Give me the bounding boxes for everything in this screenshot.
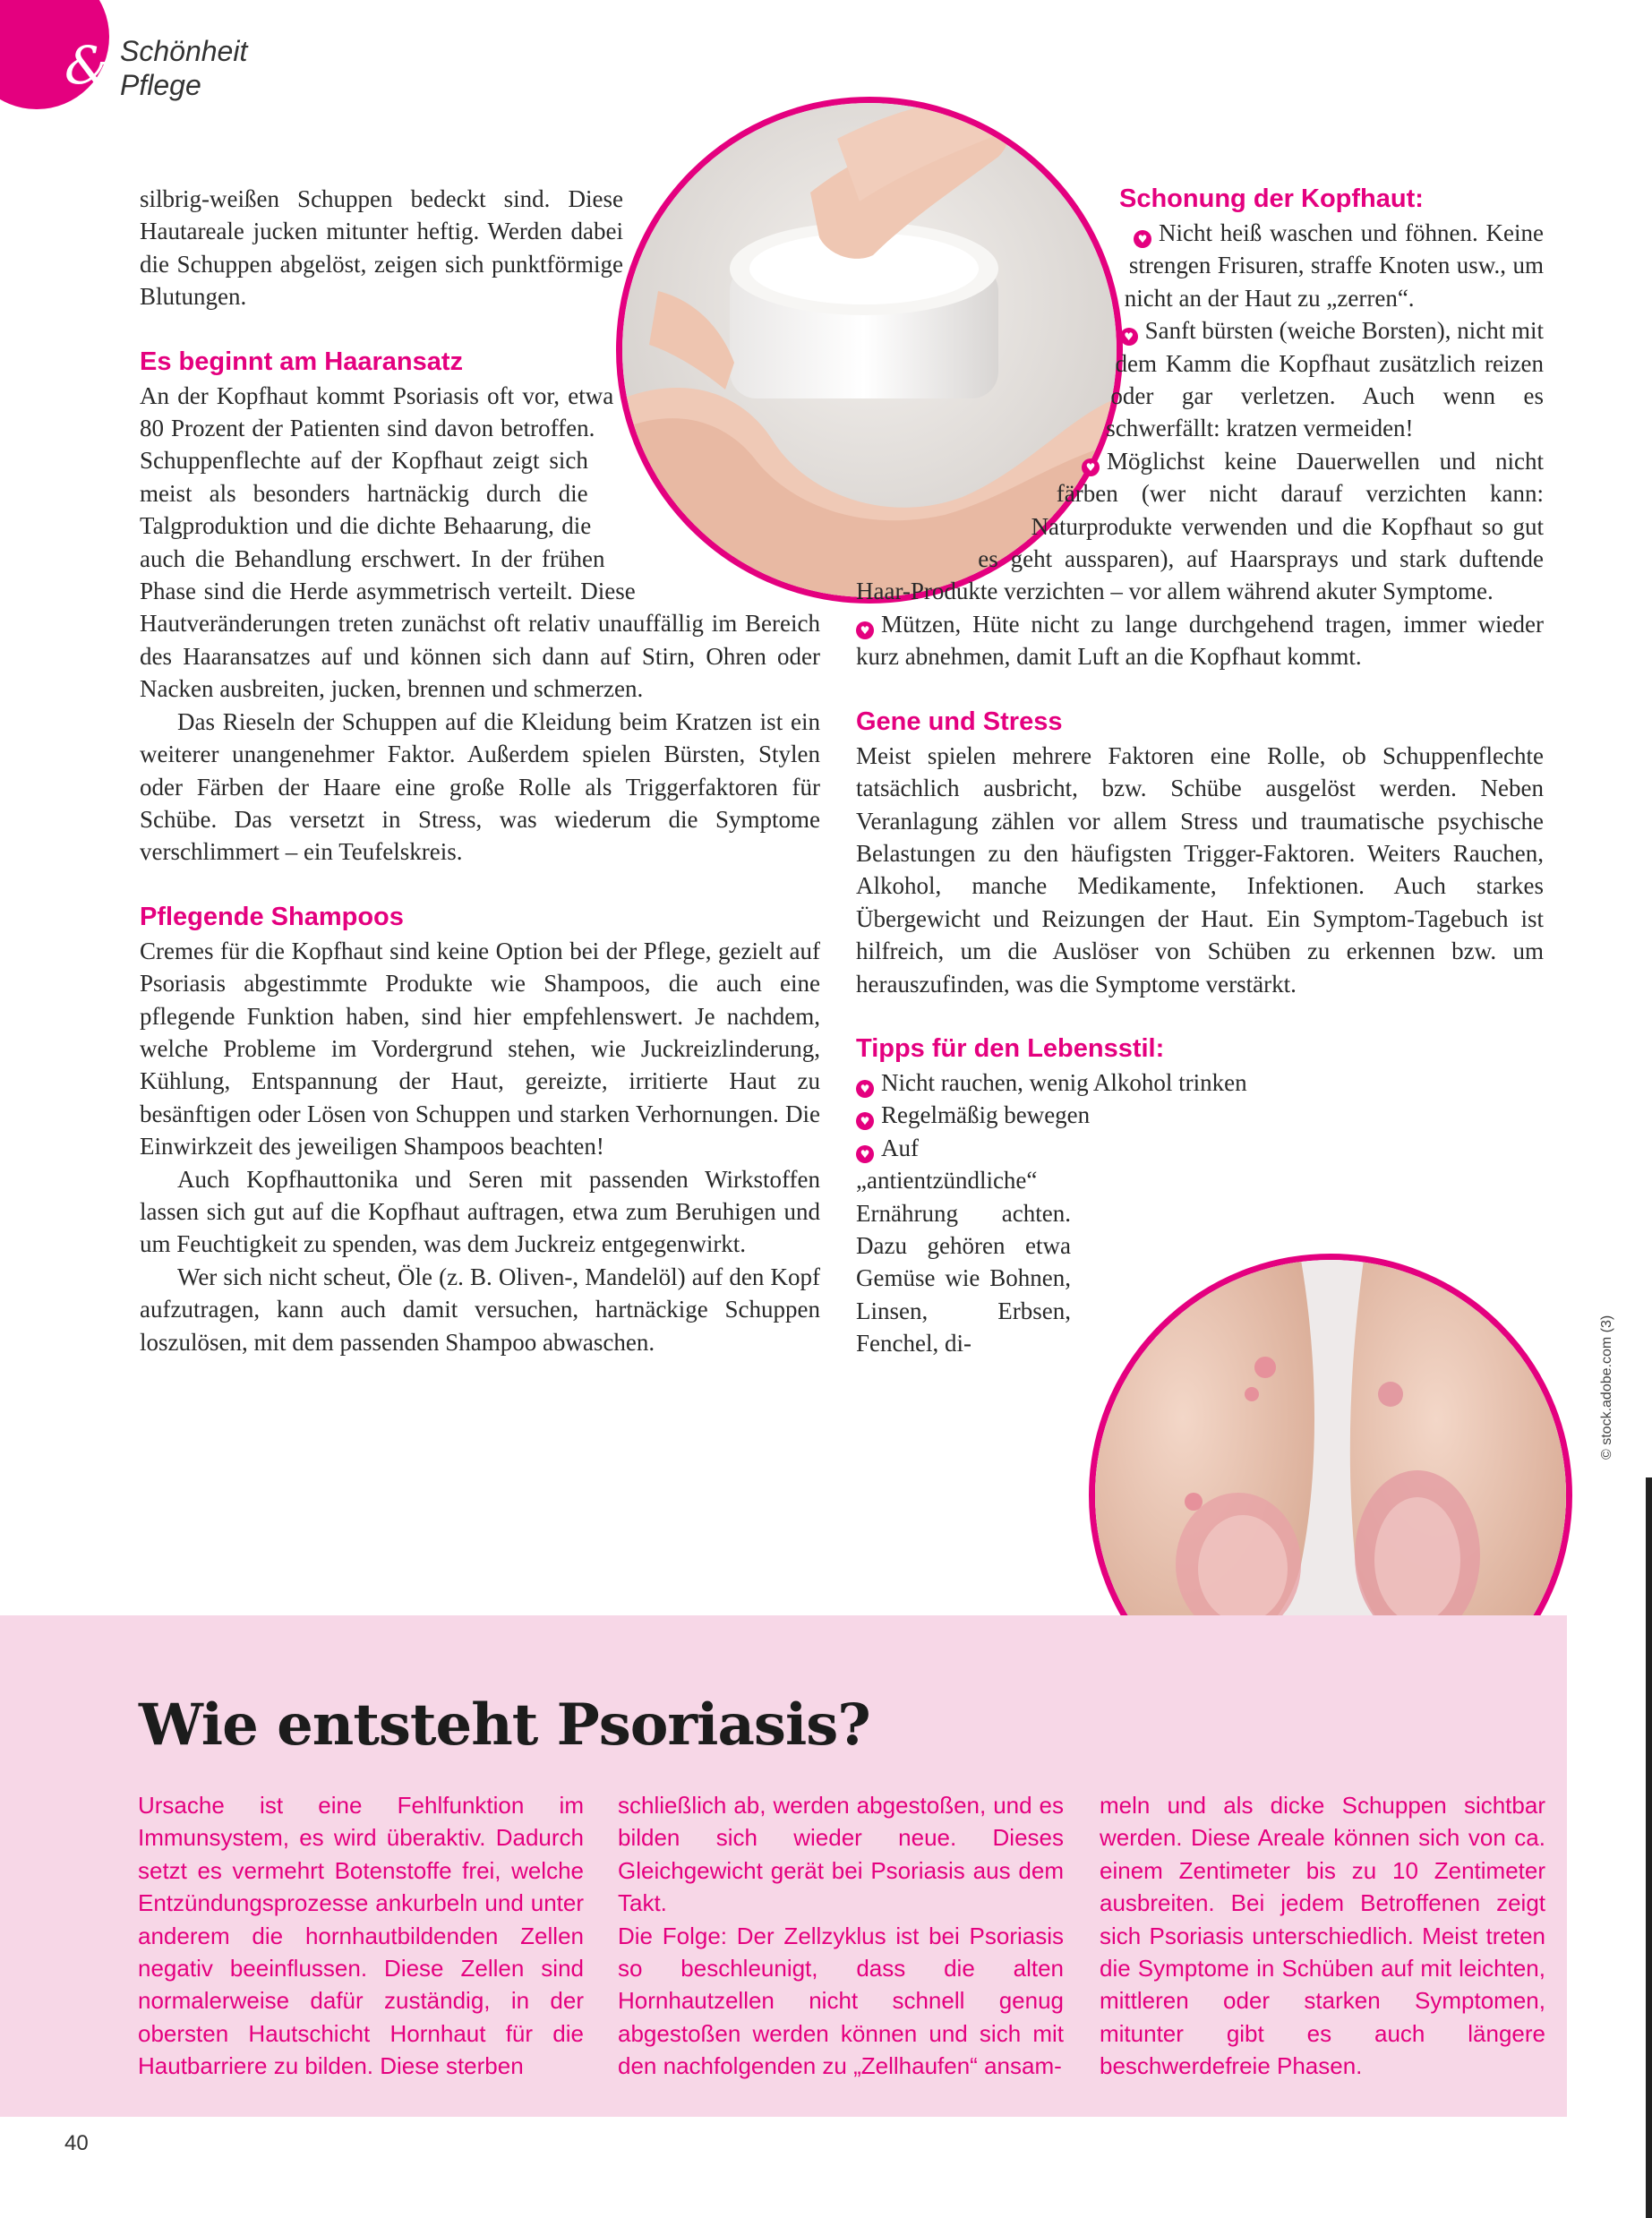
- right-column-top: [856, 181, 1544, 1360]
- heading-tipps: Tipps für den Lebensstil:: [856, 1033, 1165, 1063]
- schonung-item-2-text: Sanft bürsten (weiche Borsten), nicht mit dem Kamm die Kopfhaut zusätzlich reizen oder gar verletzen. Auch wenn es schwerfällt: kratzen vermeiden!: [1106, 317, 1545, 442]
- heading-gene: Gene und Stress: [856, 707, 1063, 736]
- paragraph-shampoos-3: Wer sich nicht scheut, Öle (z. B. Oliven-, Mandelöl) auf den Kopf aufzutragen, kann auch damit versuchen, hartnäckige Schuppen loszulösen, mit dem passenden Shampoo abwaschen.: [140, 1263, 820, 1356]
- schonung-item-4-text: Mützen, Hüte nicht zu lange durchgehend tragen, immer wieder kurz abnehmen, damit Luft an die Kopfhaut kommt.: [856, 610, 1544, 671]
- heading-shampoos: Pflegende Shampoos: [140, 902, 404, 931]
- image-credit: [1578, 1280, 1614, 1460]
- schonung-item-4: [856, 608, 1544, 673]
- left-column: [140, 183, 820, 1358]
- heart-icon: ♥: [1120, 328, 1138, 346]
- tipps-list: [856, 1066, 1544, 1360]
- section-label-line1: Schönheit: [120, 35, 248, 67]
- infobox-column-1-text: Ursache ist eine Fehlfunktion im Immunsystem, es wird überaktiv. Dadurch setzt es vermehrt Botenstoffe frei, welche Entzündungsprozesse ankurbeln und unter anderem die hornhautbildenden Zellen negativ beeinflussen. Diese Zellen sind normalerweise dafür zuständig, in der obersten Hautschicht Hornhaut für die Hautbarriere zu bilden. Diese sterben: [138, 1792, 584, 2080]
- paragraph-shampoos-2: Auch Kopfhauttonika und Seren mit passenden Wirkstoffen lassen sich gut auf die Kopfhaut auftragen, etwa zum Beruhigen und um Feuchtigkeit zu spenden, was dem Juckreiz entgegenwirkt.: [140, 1165, 820, 1258]
- schonung-item-3-text: Möglichst keine Dauerwellen und nicht färben (wer nicht darauf verzichten kann: Naturprodukte verwenden und die Kopfhaut so gut es geht aussparen), auf Haarsprays und stark duftende Haar-Produkte verzichten – vor allem während akuter Symptome.: [856, 447, 1544, 605]
- paragraph-haaransatz-2: Das Rieseln der Schuppen auf die Kleidung beim Kratzen ist ein weiterer unangenehmer Faktor. Außerdem spielen Bürsten, Stylen oder Färben der Haare eine große Rolle als Triggerfaktoren für Schübe. Das versetzt in Stress, was wiederum die Symptome verschlimmert – ein Teufelskreis.: [140, 707, 820, 866]
- heart-icon: ♥: [856, 1112, 874, 1130]
- intro-paragraph: silbrig-weißen Schuppen bedeckt sind. Diese Hautareale jucken mitunter heftig. Werden dabei die Schuppen abgelöst, zeigen sich punktförmige Blutungen.: [140, 185, 623, 311]
- wrap-spacer: [580, 380, 820, 587]
- heart-icon: ♥: [856, 621, 874, 639]
- heart-icon: ♥: [1082, 458, 1100, 476]
- tipps-item-2-text: Regelmäßig bewegen: [881, 1101, 1091, 1129]
- image-credit-text: © stock.adobe.com (3): [1599, 1315, 1614, 1460]
- section-ampersand: &: [64, 35, 111, 96]
- paragraph-gene: Meist spielen mehrere Faktoren eine Rolle, ob Schuppenflechte tatsächlich ausbricht, bzw. Schübe ausgelöst werden. Neben Veranlagung zählen vor allem Stress und traumatische psychische Belastungen zu den häufigsten Trigger-Faktoren. Weiters Rauchen, Alkohol, manche Medikamente, Infektionen. Auch starkes Übergewicht und Reizungen der Haut. Ein Symptom-Tagebuch ist hilfreich, um die Auslöser von Schüben zu erkennen bzw. um herauszufinden, was die Symptome verstärkt.: [856, 741, 1544, 998]
- infobox-column-1: [138, 1789, 584, 2083]
- infobox-column-2: [618, 1789, 1064, 2083]
- paragraph-shampoos-1: Cremes für die Kopfhaut sind keine Option bei der Pflege, gezielt auf Psoriasis abgestimmte Produkte wie Shampoos, die auch eine pflegende Funktion haben, sind hier empfehlenswert. Je nachdem, welche Probleme im Vordergrund stehen, wie Juckreizlinderung, Kühlung, Entspannung der Haut, gereizte, irritierte Haut zu besänftigen oder Lösen von Schuppen und starken Verhornungen. Die Einwirkzeit des jeweiligen Shampoos beachten!: [140, 937, 820, 1160]
- tipps-item-3: [856, 1132, 1071, 1360]
- heading-schonung: Schonung der Kopfhaut:: [1119, 184, 1424, 213]
- section-label: [120, 34, 247, 102]
- infobox-column-3: [1100, 1789, 1545, 2083]
- tipps-item-3-text: Auf „antientzündliche“ Ernährung achten. Dazu gehören etwa Gemüse wie Bohnen, Linsen, Erbsen, Fenchel, di-: [856, 1134, 1071, 1357]
- heading-haaransatz: Es beginnt am Haaransatz: [140, 347, 463, 376]
- infobox-column-2-p2: Die Folge: Der Zellzyklus ist bei Psoriasis so beschleunigt, dass die alten Hornhautzellen nicht schnell genug abgestoßen werden können und sich mit den nachfolgenden zu „Zellhaufen“ ansam-: [618, 1922, 1064, 2080]
- tipps-item-2: [856, 1099, 1151, 1131]
- tipps-item-1-text: Nicht rauchen, wenig Alkohol trinken: [881, 1068, 1247, 1096]
- page-edge-line: [1646, 1477, 1652, 2218]
- schonung-item-1-text: Nicht heiß waschen und föhnen. Keine strengen Frisuren, straffe Knoten usw., um nicht an der Haut zu „zerren“.: [1124, 219, 1544, 312]
- tipps-item-1: [856, 1066, 1268, 1099]
- page-number: 40: [64, 2131, 89, 2155]
- heart-icon: ♥: [1134, 230, 1151, 248]
- infobox-column-3-text: meln und als dicke Schuppen sichtbar werden. Diese Areale können sich von ca. einem Zentimeter bis zu 10 Zentimeter ausbreiten. Bei jedem Betroffenen zeigt sich Psoriasis unterschiedlich. Meist treten die Symptome in Schüben auf mit leichten, mittleren oder starken Symptomen, mitunter gibt es auch längere beschwerdefreie Phasen.: [1100, 1792, 1545, 2080]
- infobox-column-2-p1: schließlich ab, werden abgestoßen, und es bilden sich wieder neue. Dieses Gleichgewicht gerät bei Psoriasis aus dem Takt.: [618, 1792, 1064, 1917]
- paragraph-haaransatz-1: [140, 380, 820, 706]
- heart-icon: ♥: [856, 1145, 874, 1163]
- section-label-line2: Pflege: [120, 69, 201, 101]
- infobox-title: Wie entsteht Psoriasis?: [139, 1691, 870, 1759]
- heart-icon: ♥: [856, 1080, 874, 1098]
- paragraph-haaransatz-1-text: An der Kopfhaut kommt Psoriasis oft vor, etwa 80 Prozent der Patienten sind davon betroffen. Schuppenflechte auf der Kopfhaut zeigt sich meist als besonders hartnäckig durch die Talgproduktion und die dichte Behaarung, die auch die Behandlung erschwert. In der frühen Phase sind die Herde asymmetrisch verteilt. Diese Hautveränderungen treten zunächst oft relativ unauffällig im Bereich des Haaransatzes auf und können sich dann auf Stirn, Ohren oder Nacken ausbreiten, jucken, brennen und schmerzen.: [140, 381, 820, 703]
